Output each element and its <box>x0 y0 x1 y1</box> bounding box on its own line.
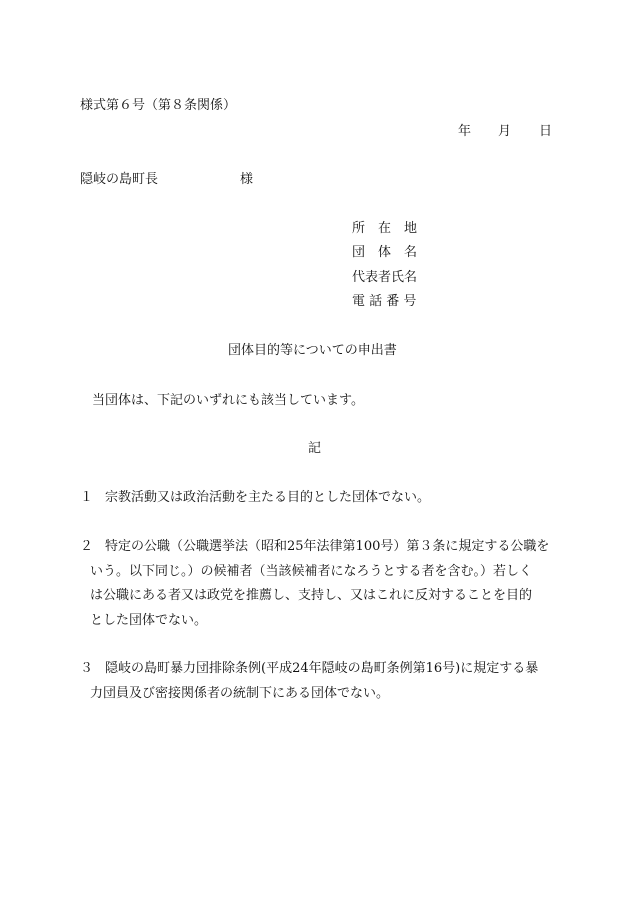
item-line: は公職にある者又は政党を推薦し、支持し、又はこれに反対することを目的 <box>90 588 533 603</box>
form-number: 様式第６号（第８条関係） <box>80 98 237 113</box>
item-body <box>80 535 560 633</box>
addressee-name: 隠岐の島町長 <box>80 172 159 187</box>
list-item <box>80 657 560 706</box>
item-number: １ <box>80 490 94 505</box>
item-line: 宗教活動又は政治活動を主たる目的とした団体でない。 <box>105 490 431 505</box>
date-day: 日 <box>539 124 553 139</box>
item-body <box>80 486 560 511</box>
list-item <box>80 486 560 511</box>
item-line: 特定の公職（公職選挙法（昭和25年法律第100号）第３条に規定する公職を <box>105 539 550 554</box>
item-line: 隠岐の島町暴力団排除条例(平成24年隠岐の島町条例第16号)に規定する暴 <box>105 661 539 676</box>
field-representative-label: 代表者氏名 <box>352 270 418 285</box>
addressee <box>80 172 253 188</box>
date-line <box>458 124 552 140</box>
item-number: ３ <box>80 661 94 676</box>
ki-heading: 記 <box>308 441 322 456</box>
item-line: いう。以下同じ。）の候補者（当該候補者になろうとする者を含む。）若しく <box>90 563 533 579</box>
item-body <box>80 657 560 706</box>
date-month: 月 <box>498 124 512 139</box>
addressee-honorific: 様 <box>240 172 254 187</box>
field-address-label: 所 在 地 <box>352 221 418 236</box>
item-line: 力団員及び密接関係者の統制下にある団体でない。 <box>90 685 390 701</box>
item-line: とした団体でない。 <box>90 612 208 628</box>
declaration-text: 当団体は、下記のいずれにも該当しています。 <box>92 393 364 408</box>
list-item <box>80 535 560 633</box>
field-group-name-label: 団 体 名 <box>352 245 418 260</box>
item-number: ２ <box>80 539 94 554</box>
document-title: 団体目的等についての申出書 <box>228 343 397 358</box>
date-year: 年 <box>458 124 472 139</box>
field-phone-label: 電 話 番 号 <box>352 294 417 309</box>
